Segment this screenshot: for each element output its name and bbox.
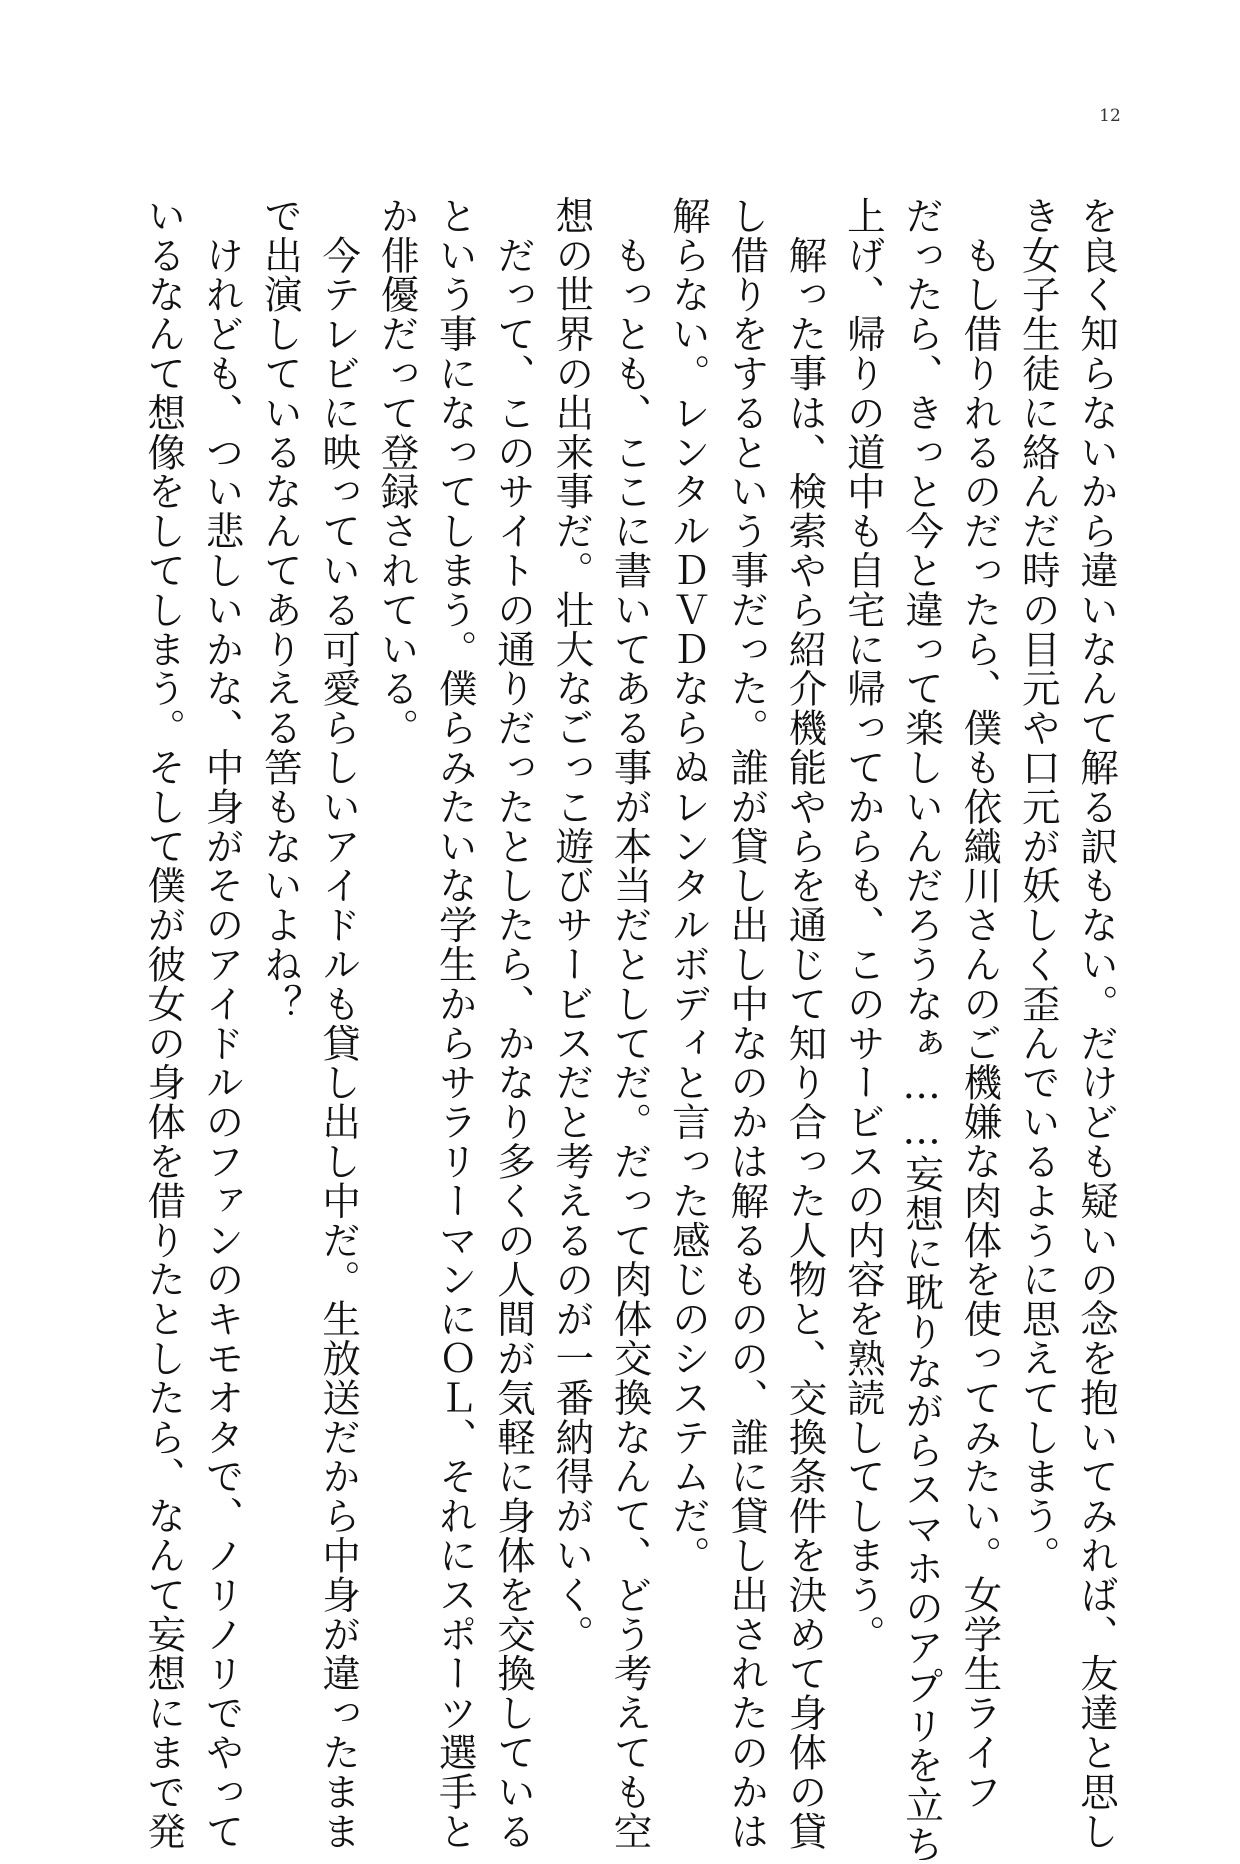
text-line-11: だって、このサイトの通りだったとしたら、かなり多くの人間が気軽に身体を交換している <box>491 196 537 1851</box>
text-line-5: 上げ、帰りの道中も自宅に帰ってからも、このサービスの内容を熟読してしまう。 <box>840 196 886 1654</box>
text-line-3: もし借りれるのだったら、僕も依織川さんのご機嫌な肉体を使ってみたい。女学生ライフ <box>957 196 1003 1812</box>
text-line-6: 解った事は、検索やら紹介機能やらを通じて知り合った人物と、交換条件を決めて身体の貸 <box>782 196 828 1851</box>
text-line-15: で出演しているなんてありえる筈もないよね？ <box>257 196 303 1024</box>
text-line-17: いるなんて想像をしてしまう。そして僕が彼女の身体を借りたとしたら、なんて妄想にまで発 <box>141 196 187 1851</box>
text-line-14: 今テレビに映っている可愛らしいアイドルも貸し出し中だ。生放送だから中身が違ったまま <box>316 196 362 1851</box>
page-number: 12 <box>1099 106 1121 126</box>
text-line-12: という事になってしまう。僕らみたいな学生からサラリーマンにＯＬ、それにスポーツ選手と <box>432 196 478 1851</box>
text-line-4: だったら、きっと今と違って楽しいんだろうなぁ……妄想に耽りながらスマホのアプリを立ち <box>899 196 945 1864</box>
text-line-8: 解らない。レンタルＤＶＤならぬレンタルボディと言った感じのシステムだ。 <box>665 196 711 1575</box>
text-line-10: 想の世界の出来事だ。壮大なごっこ遊びサービスだと考えるのが一番納得がいく。 <box>549 196 595 1654</box>
text-line-13: か俳優だって登録されている。 <box>374 196 420 748</box>
text-line-9: もっとも、ここに書いてある事が本当だとしてだ。だって肉体交換なんて、どう考えても空 <box>607 196 653 1851</box>
text-line-2: き女子生徒に絡んだ時の目元や口元が妖しく歪んでいるように思えてしまう。 <box>1015 196 1061 1575</box>
text-line-1: を良く知らないから違いなんて解る訳もない。だけども疑いの念を抱いてみれば、友達と思し <box>1074 196 1119 1851</box>
text-line-16: けれども、つい悲しいかな、中身がそのアイドルのファンのキモオタで、ノリノリでやって <box>199 196 245 1851</box>
body-text <box>134 196 1125 1864</box>
text-line-7: し借りをするという事だった。誰が貸し出し中なのかは解るものの、誰に貸し出されたのかは <box>724 196 770 1851</box>
